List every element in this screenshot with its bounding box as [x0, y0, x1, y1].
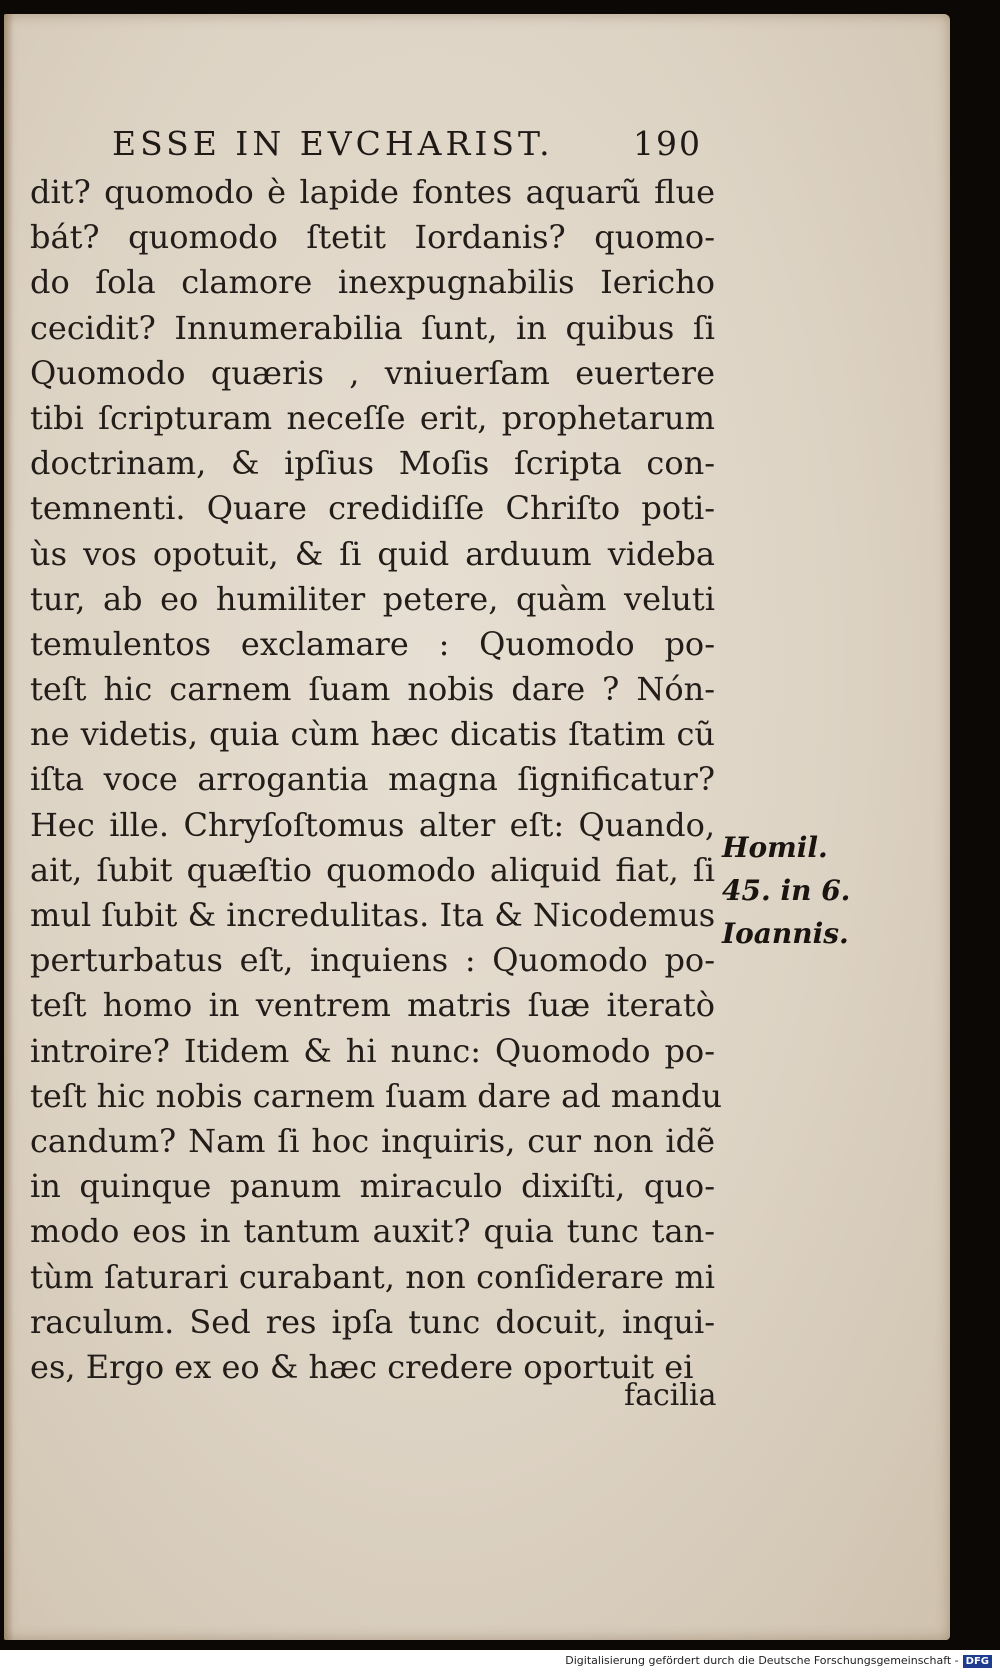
margin-note-line: 45. in 6.: [722, 874, 851, 907]
text-line: teſt hic nobis carnem ſuam dare ad mandu: [30, 1076, 723, 1115]
text-line: tibi ſcripturam neceſſe erit, prophetarum: [30, 398, 715, 437]
footer-bar: [0, 1650, 1000, 1673]
text-line: Quomodo quæris , vniuerſam euertere: [30, 353, 715, 392]
text-line: teſt homo in ventrem matris ſuæ iteratò: [30, 986, 715, 1025]
text-line: bát? quomodo ſtetit Iordanis? quomo-: [30, 218, 715, 257]
text-line: es, Ergo ex eo & hæc credere oportuit ei: [30, 1347, 694, 1386]
catchword: facilia: [624, 1378, 717, 1413]
text-line: dit? quomodo è lapide fontes aquarũ flue: [30, 173, 715, 211]
margin-note: [722, 826, 850, 955]
text-line: candum? Nam ſi hoc inquiris, cur non idẽ: [30, 1121, 715, 1160]
text-line: ait, ſubit quæſtio quomodo aliquid fiat, ſi: [30, 850, 715, 889]
text-line: tur, ab eo humiliter petere, quàm veluti: [30, 579, 715, 618]
page-gutter-shadow: [4, 14, 14, 1640]
body-text: [30, 170, 723, 1390]
margin-note-line: Ioannis.: [722, 917, 849, 950]
text-line: in quinque panum miraculo dixiſti, quo-: [30, 1167, 715, 1206]
text-line: iſta voce arrogantia magna ſignificatur?: [30, 760, 715, 799]
dfg-logo-icon: DFG: [963, 1655, 992, 1668]
text-line: doctrinam, & ipſius Moſis ſcripta con-: [30, 444, 715, 483]
funding-credit: [565, 1654, 992, 1668]
text-line: introire? Itidem & hi nunc: Quomodo po-: [30, 1031, 715, 1070]
text-line: perturbatus eſt, inquiens : Quomodo po-: [30, 941, 715, 980]
text-line: do ſola clamore inexpugnabilis Iericho: [30, 263, 715, 302]
text-line: mul ſubit & incredulitas. Ita & Nicodemus: [30, 896, 716, 934]
margin-note-line: Homil.: [722, 831, 828, 864]
running-title: ESSE IN EVCHARIST.: [112, 124, 554, 163]
credit-text: Digitalisierung gefördert durch die Deutsche Forschungsgemeinschaft -: [565, 1654, 959, 1667]
text-line: Hec ille. Chryſoſtomus alter eſt: Quando,: [30, 805, 715, 844]
text-line: temnenti. Quare credidiſſe Chriſto poti-: [30, 489, 715, 528]
text-line: teſt hic carnem ſuam nobis dare ? Nón-: [30, 670, 715, 709]
running-head: [112, 124, 702, 163]
text-line: raculum. Sed res ipſa tunc docuit, inqui-: [30, 1302, 715, 1341]
text-line: modo eos in tantum auxit? quia tunc tan-: [30, 1212, 715, 1251]
text-line: tùm ſaturari curabant, non conſiderare mi: [30, 1257, 715, 1296]
text-line: ùs vos opotuit, & ſi quid arduum videba: [30, 534, 715, 573]
text-line: temulentos exclamare : Quomodo po-: [30, 624, 715, 663]
page-number: 190: [633, 124, 702, 163]
text-line: ne videtis, quia cùm hæc dicatis ſtatim cũ: [30, 715, 715, 754]
text-line: cecidit? Innumerabilia ſunt, in quibus ſi: [30, 308, 715, 347]
